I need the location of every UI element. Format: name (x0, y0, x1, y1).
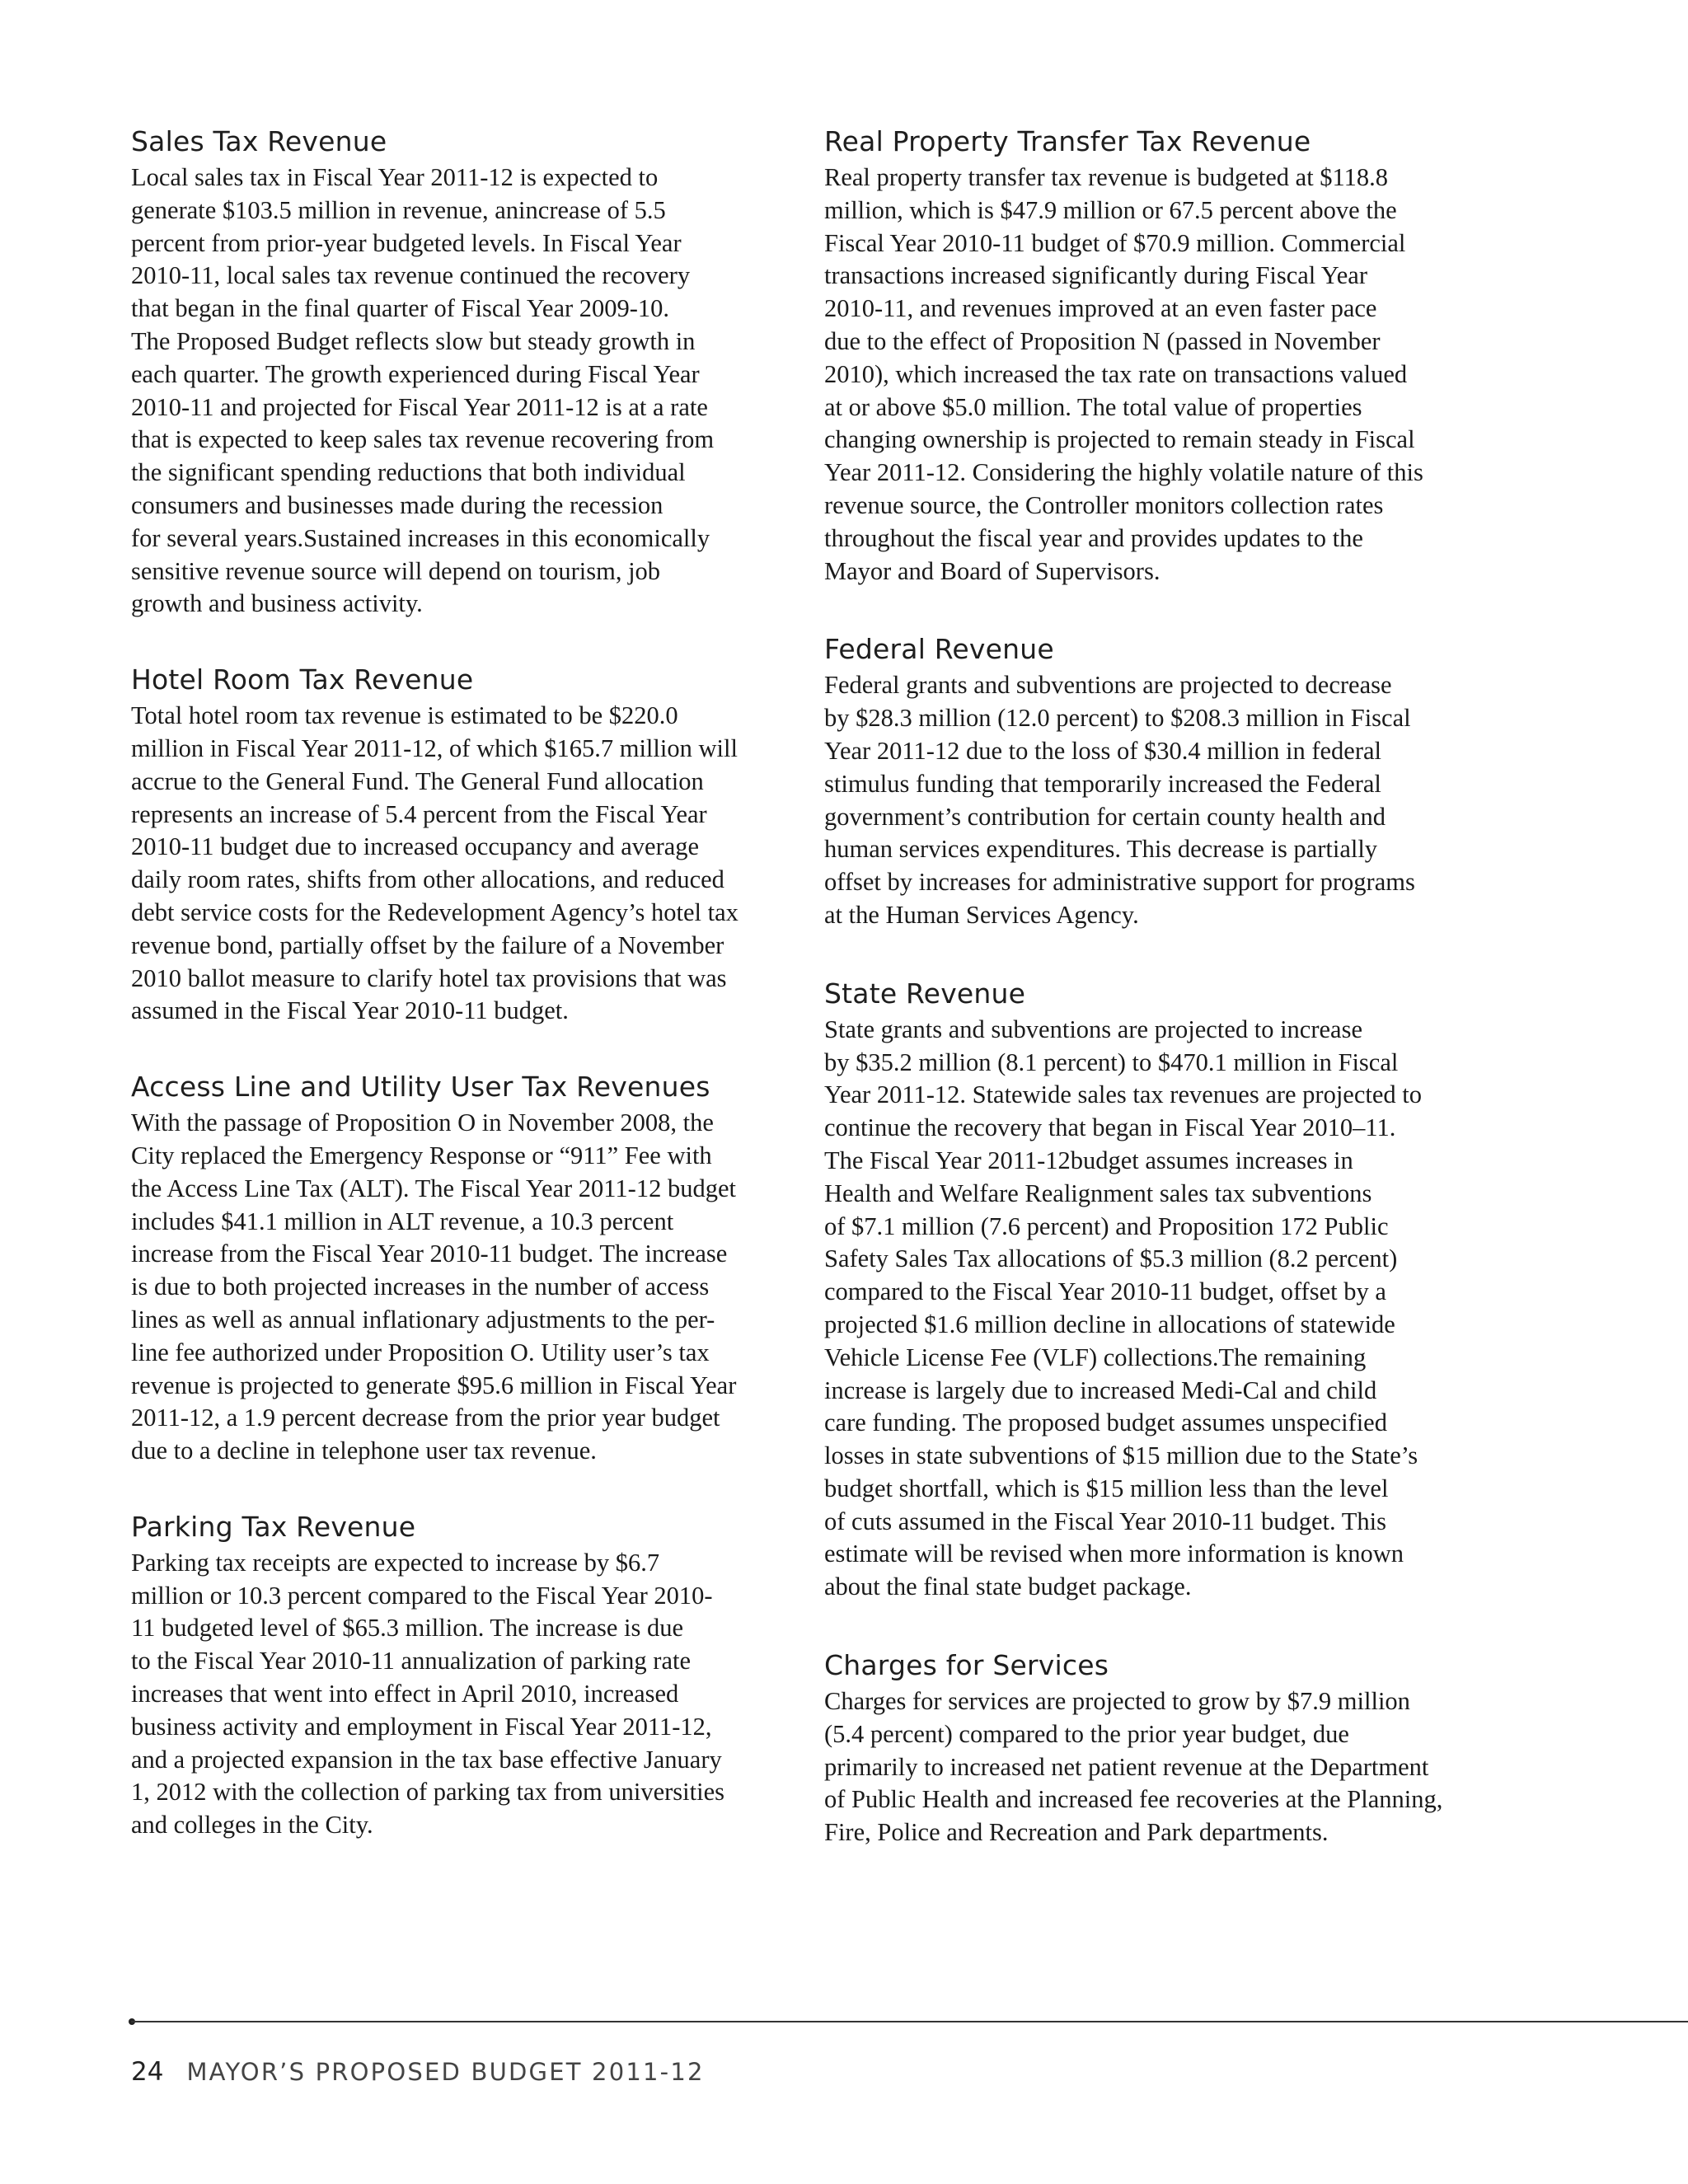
hotel-room-tax-section (131, 662, 782, 1028)
section-spacer (824, 1604, 1484, 1647)
real-property-body: Real property transfer tax revenue is budgeted at $118.8 million, which is $47.9 million or 67.5 percent above the Fiscal Year 2010-11 budget of $70.9 million. Commercial transactions increased significantly during Fiscal Year 2010-11, and revenues improved at an even faster pace due to the effect of Proposition N (passed in November 2010), which increased the tax rate on transactions valued at or above $5.0 million. The total value of properties changing ownership is projected to remain steady in Fiscal Year 2011-12. Considering the highly volatile nature of this revenue source, the Controller monitors collection rates throughout the fiscal year and provides updates to the Mayor and Board of Supervisors. (824, 163, 1423, 585)
access-line-section (131, 1069, 782, 1468)
charges-body: Charges for services are projected to grow by $7.9 million (5.4 percent) compared to the prior year budget, due primarily to increased net patient revenue at the Department of Public Health and increased fee recoveries at the Planning, Fire, Police and Recreation and Park departments. (824, 1687, 1443, 1847)
parking-tax-body: Parking tax receipts are expected to increase by $6.7 million or 10.3 percent compared to the Fiscal Year 2010- 11 budgeted level of $65.3 million. The increase is due to the Fiscal Year 2010-11 annualization of parking rate increases that went into effect in April 2010, increased business activity and employment in Fiscal Year 2011-12, and a projected expansion in the tax base effective January 1, 2012 with the collection of parking tax from universities and colleges in the City. (131, 1548, 724, 1840)
footer-divider (131, 2021, 1688, 2022)
section-spacer (824, 588, 1484, 631)
hotel-room-tax-body: Total hotel room tax revenue is estimated to be $220.0 million in Fiscal Year 2011-12, of which $165.7 million will accrue to the General Fund. The General Fund allocation represents an increase of 5.4 percent from the Fiscal Year 2010-11 budget due to increased occupancy and average daily room rates, shifts from other allocations, and reduced debt service costs for the Redevelopment Agency’s hotel tax revenue bond, partially offset by the failure of a November 2010 ballot measure to clarify hotel tax provisions that was assumed in the Fiscal Year 2010-11 budget. (131, 701, 738, 1025)
federal-revenue-heading: Federal Revenue (824, 633, 1054, 666)
sales-tax-section (131, 124, 782, 621)
section-spacer (131, 1028, 782, 1069)
page-footer (131, 2057, 705, 2093)
section-spacer (131, 1468, 782, 1509)
charges-heading: Charges for Services (824, 1649, 1109, 1682)
section-spacer (131, 621, 782, 662)
state-revenue-section (824, 976, 1484, 1604)
federal-revenue-section (824, 631, 1484, 931)
page-number: 24 (131, 2057, 164, 2087)
real-property-section (824, 124, 1484, 588)
footer-title: MAYOR’S PROPOSED BUDGET 2011-12 (186, 2058, 705, 2086)
access-line-heading: Access Line and Utility User Tax Revenues (131, 1071, 710, 1104)
charges-section (824, 1647, 1484, 1849)
sales-tax-heading: Sales Tax Revenue (131, 125, 387, 157)
federal-revenue-body: Federal grants and subventions are projected to decrease by $28.3 million (12.0 percent) to $208.3 million in Fiscal Year 2011-12 due to the loss of $30.4 million in federal stimulus funding that temporarily increased the Federal government’s contribution for certain county health and human services expenditures. This decrease is partially offset by increases for administrative support for programs at the Human Services Agency. (824, 671, 1415, 929)
left-column (131, 124, 782, 1842)
sales-tax-body: Local sales tax in Fiscal Year 2011-12 is expected to generate $103.5 million in revenue, anincrease of 5.5 percent from prior-year budgeted levels. In Fiscal Year 2010-11, local sales tax revenue continued the recovery that began in the final quarter of Fiscal Year 2009-10. The Proposed Budget reflects slow but steady growth in each quarter. The growth experienced during Fiscal Year 2010-11 and projected for Fiscal Year 2011-12 is at a rate that is expected to keep sales tax revenue recovering from the significant spending reductions that both individual consumers and businesses made during the recession for several years.Sustained increases in this economically sensitive revenue source will depend on tourism, job growth and business activity. (131, 163, 715, 618)
state-revenue-heading: State Revenue (824, 977, 1026, 1010)
hotel-room-tax-heading: Hotel Room Tax Revenue (131, 663, 474, 696)
section-spacer (824, 932, 1484, 976)
parking-tax-section (131, 1509, 782, 1842)
state-revenue-body: State grants and subventions are projected to increase by $35.2 million (8.1 percent) to $470.1 million in Fiscal Year 2011-12. Statewide sales tax revenues are projected to continue the recovery that began in Fiscal Year 2010–11. The Fiscal Year 2011-12budget assumes increases in Health and Welfare Realignment sales tax subventions of $7.1 million (7.6 percent) and Proposition 172 Public Safety Sales Tax allocations of $5.3 million (8.2 percent) compared to the Fiscal Year 2010-11 budget, offset by a projected $1.6 million decline in allocations of statewide Vehicle License Fee (VLF) collections.The remaining increase is largely due to increased Medi-Cal and child care funding. The proposed budget assumes unspecified losses in state subventions of $15 million due to the State’s budget shortfall, which is $15 million less than the level of cuts assumed in the Fiscal Year 2010-11 budget. This estimate will be revised when more information is known about the final state budget package. (824, 1015, 1422, 1601)
right-column (824, 124, 1484, 1849)
real-property-heading: Real Property Transfer Tax Revenue (824, 125, 1311, 157)
parking-tax-heading: Parking Tax Revenue (131, 1510, 416, 1543)
access-line-body: With the passage of Proposition O in November 2008, the City replaced the Emergency Response or “911” Fee with the Access Line Tax (ALT). The Fiscal Year 2011-12 budget includes $41.1 million in ALT revenue, a 10.3 percent increase from the Fiscal Year 2010-11 budget. The increase is due to both projected increases in the number of access lines as well as annual inflationary adjustments to the per- line fee authorized under Proposition O. Utility user’s tax revenue is projected to generate $95.6 million in Fiscal Year 2011-12, a 1.9 percent decrease from the prior year budget due to a decline in telephone user tax revenue. (131, 1108, 737, 1465)
